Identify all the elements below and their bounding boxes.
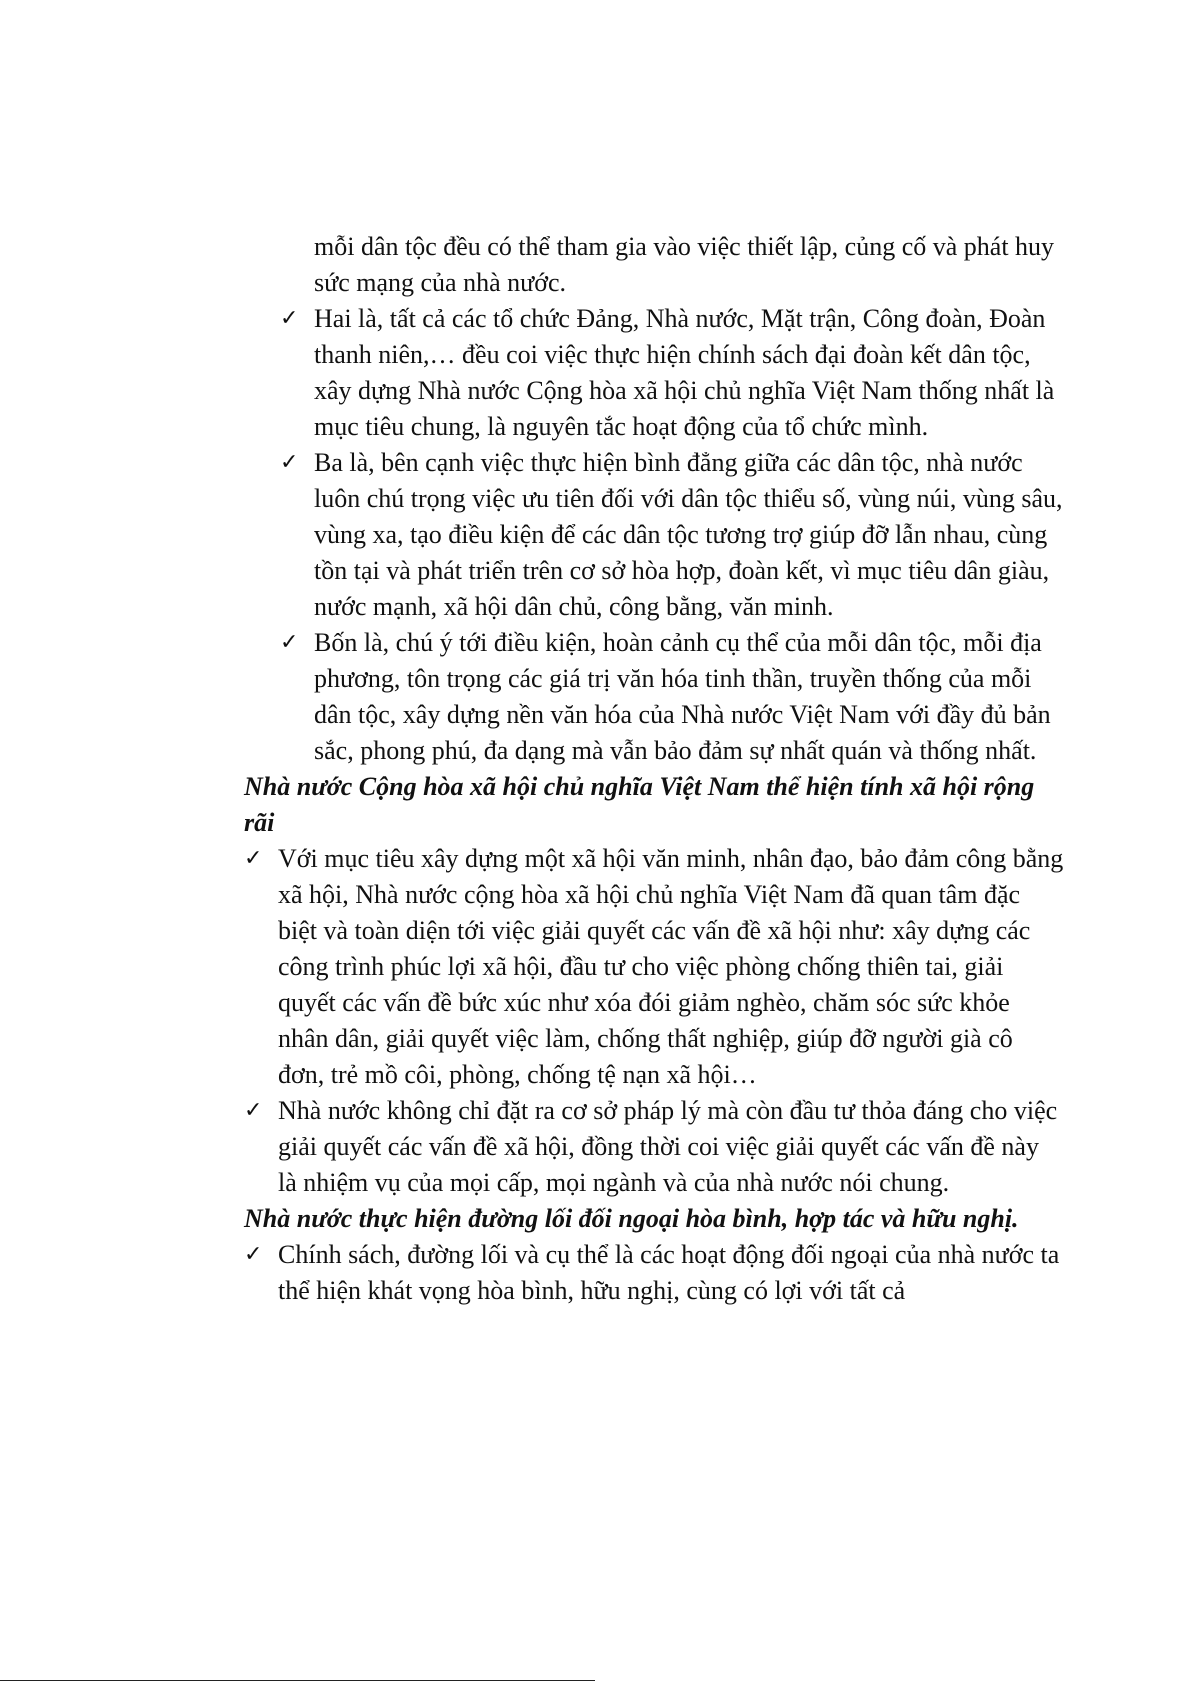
list-item [244, 1093, 1064, 1201]
checkmark-icon: ✓ [244, 1242, 263, 1267]
list-item [244, 1237, 1064, 1309]
list-item-text: Chính sách, đường lối và cụ thể là các hoạt động đối ngoại của nhà nước ta thể hiện khát vọng hòa bình, hữu nghị, cùng có lợi với tất cả [278, 1240, 1060, 1305]
list-item-text: Ba là, bên cạnh việc thực hiện bình đẳng giữa các dân tộc, nhà nước luôn chú trọng việc ưu tiên đối với dân tộc thiểu số, vùng núi, vùng sâu, vùng xa, tạo điều kiện để các dân tộc tương trợ giúp đỡ lẫn nhau, cùng tồn tại và phát triển trên cơ sở hòa hợp, đoàn kết, vì mục tiêu dân giàu, nước mạnh, xã hội dân chủ, công bằng, văn minh. [314, 448, 1063, 621]
checkmark-icon: ✓ [244, 846, 263, 871]
list-item [244, 445, 1064, 625]
checkmark-icon: ✓ [280, 306, 299, 331]
footer-divider [0, 1680, 595, 1681]
list-item-text: Hai là, tất cả các tổ chức Đảng, Nhà nước, Mặt trận, Công đoàn, Đoàn thanh niên,… đều coi việc thực hiện chính sách đại đoàn kết dân tộc, xây dựng Nhà nước Cộng hòa xã hội chủ nghĩa Việt Nam thống nhất là mục tiêu chung, là nguyên tắc hoạt động của tổ chức mình. [314, 304, 1055, 441]
list-item-text: Nhà nước không chỉ đặt ra cơ sở pháp lý mà còn đầu tư thỏa đáng cho việc giải quyết các vấn đề xã hội, đồng thời coi việc giải quyết các vấn đề này là nhiệm vụ của mọi cấp, mọi ngành và của nhà nước nói chung. [278, 1096, 1058, 1197]
list-item [244, 625, 1064, 769]
document-body [244, 229, 1064, 1309]
section-heading-foreign: Nhà nước thực hiện đường lối đối ngoại hòa bình, hợp tác và hữu nghị. [244, 1204, 1019, 1233]
list-item-text: Bốn là, chú ý tới điều kiện, hoàn cảnh cụ thể của mỗi dân tộc, mỗi địa phương, tôn trọng các giá trị văn hóa tinh thần, truyền thống của mỗi dân tộc, xây dựng nền văn hóa của Nhà nước Việt Nam với đầy đủ bản sắc, phong phú, đa dạng mà vẫn bảo đảm sự nhất quán và thống nhất. [314, 628, 1051, 765]
continuation-paragraph: mỗi dân tộc đều có thể tham gia vào việc thiết lập, củng cố và phát huy sức mạng của nhà nước. [314, 232, 1055, 297]
list-item [244, 841, 1064, 1093]
list-item-text: Với mục tiêu xây dựng một xã hội văn minh, nhân đạo, bảo đảm công bằng xã hội, Nhà nước cộng hòa xã hội chủ nghĩa Việt Nam đã quan tâm đặc biệt và toàn diện tới việc giải quyết các vấn đề xã hội như: xây dựng các công trình phúc lợi xã hội, đầu tư cho việc phòng chống thiên tai, giải quyết các vấn đề bức xúc như xóa đói giảm nghèo, chăm sóc sức khỏe nhân dân, giải quyết việc làm, chống thất nghiệp, giúp đỡ người già cô đơn, trẻ mồ côi, phòng, chống tệ nạn xã hội… [278, 844, 1064, 1089]
section-heading-social: Nhà nước Cộng hòa xã hội chủ nghĩa Việt Nam thể hiện tính xã hội rộng rãi [244, 772, 1035, 837]
list-item [244, 301, 1064, 445]
checkmark-icon: ✓ [280, 630, 299, 655]
checkmark-icon: ✓ [244, 1098, 263, 1123]
checkmark-icon: ✓ [280, 450, 299, 475]
